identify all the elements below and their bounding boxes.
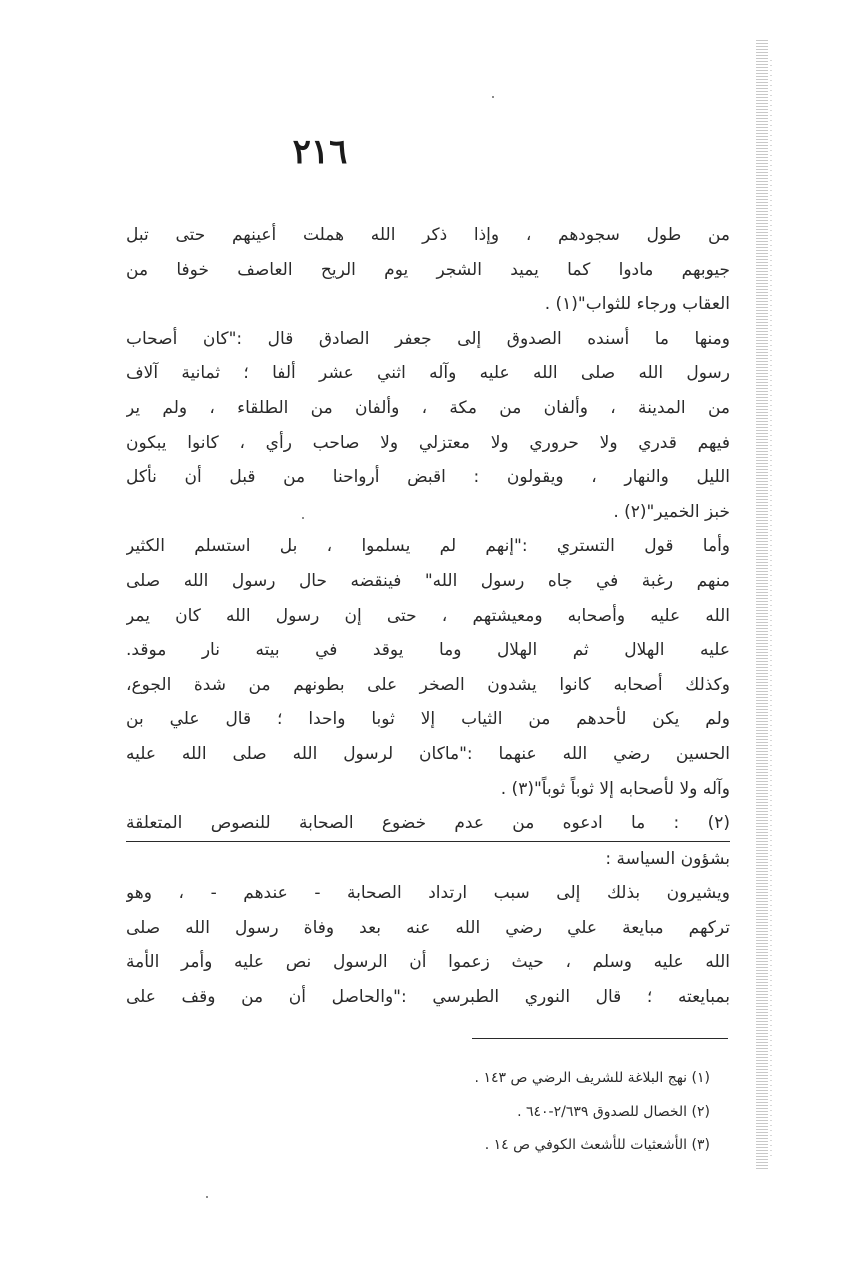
text-line: الله عليه وسلم ، حيث زعموا أن الرسول نص عليه وأمر الأمة [126, 952, 730, 973]
text-line: وكذلك أصحابه كانوا يشدون الصخر على بطونهم من شدة الجوع، [126, 674, 730, 695]
text-line: فيهم قدري ولا حروري ولا معتزلي ولا صاحب رأي ، كانوا يبكون [126, 432, 730, 453]
text-line: الليل والنهار ، ويقولون : اقبض أرواحنا من قبل أن نأكل [126, 467, 730, 488]
text-line: العقاب ورجاء للثواب"(١) . [544, 294, 730, 315]
text-line: من المدينة ، وألفان من مكة ، وألفان من الطلقاء ، ولم ير [126, 397, 730, 418]
text-line: الحسين رضي الله عنهما :"ماكان لرسول الله صلى الله عليه [126, 743, 730, 764]
footnote: (٣) الأشعثيات للأشعث الكوفي ص ١٤ . [484, 1137, 710, 1153]
scan-speck [206, 1196, 208, 1198]
text-line: ومنها ما أسنده الصدوق إلى جعفر الصادق قال :"كان أصحاب [126, 328, 730, 349]
text-line: ولم يكن لأحدهم من الثياب إلا ثوبا واحدا ؛ قال علي بن [126, 709, 730, 730]
scan-speck [492, 96, 494, 98]
text-line: ويشيرون بذلك إلى سبب ارتداد الصحابة - عندهم - ، وهو [126, 883, 730, 904]
footnote: (١) نهج البلاغة للشريف الرضي ص ١٤٣ . [474, 1070, 710, 1086]
text-line: من طول سجودهم ، وإذا ذكر الله هملت أعينهم حتى تبل [126, 225, 730, 245]
text-line: خبز الخمير"(٢) . [613, 501, 730, 522]
scan-edge-noise-thin [770, 60, 772, 1160]
text-line: منهم رغبة في جاه رسول الله" فينقضه حال رسول الله صلى [126, 570, 730, 591]
scan-edge-noise [756, 40, 768, 1170]
text-line: رسول الله صلى الله عليه وآله اثني عشر ألفا ؛ ثمانية آلاف [126, 363, 730, 384]
text-line: الله عليه وأصحابه ومعيشتهم ، حتى إن رسول الله كان يمر [126, 605, 730, 626]
footnotes [300, 1062, 710, 1163]
page-number: ٢١٦ [292, 132, 348, 172]
footnote-separator [472, 1038, 728, 1039]
section-heading-continuation: بشؤون السياسة : [605, 848, 730, 869]
text-line: بمبايعته ؛ قال النوري الطبرسي :"والحاصل أن من وقف على [126, 987, 730, 1008]
text-line: وأما قول التستري :"إنهم لم يسلموا ، بل استسلم الكثير [126, 536, 730, 557]
text-line: تركهم مبايعة علي رضي الله عنه بعد وفاة رسول الله صلى [126, 917, 730, 938]
text-line: جيوبهم مادوا كما يميد الشجر يوم الريح العاصف خوفا من [126, 259, 730, 280]
section-heading: (٢) : ما ادعوه من عدم خضوع الصحابة للنصوص المتعلقة [126, 806, 730, 842]
body-text [126, 218, 730, 1015]
text-line: عليه الهلال ثم الهلال وما يوقد في بيته نار موقد. [126, 640, 730, 661]
footnote: (٢) الخصال للصدوق ٢/٦٣٩-٦٤٠ . [517, 1103, 710, 1120]
text-line: وآله ولا لأصحابه إلا ثوباً ثوباً"(٣) . [500, 778, 730, 799]
